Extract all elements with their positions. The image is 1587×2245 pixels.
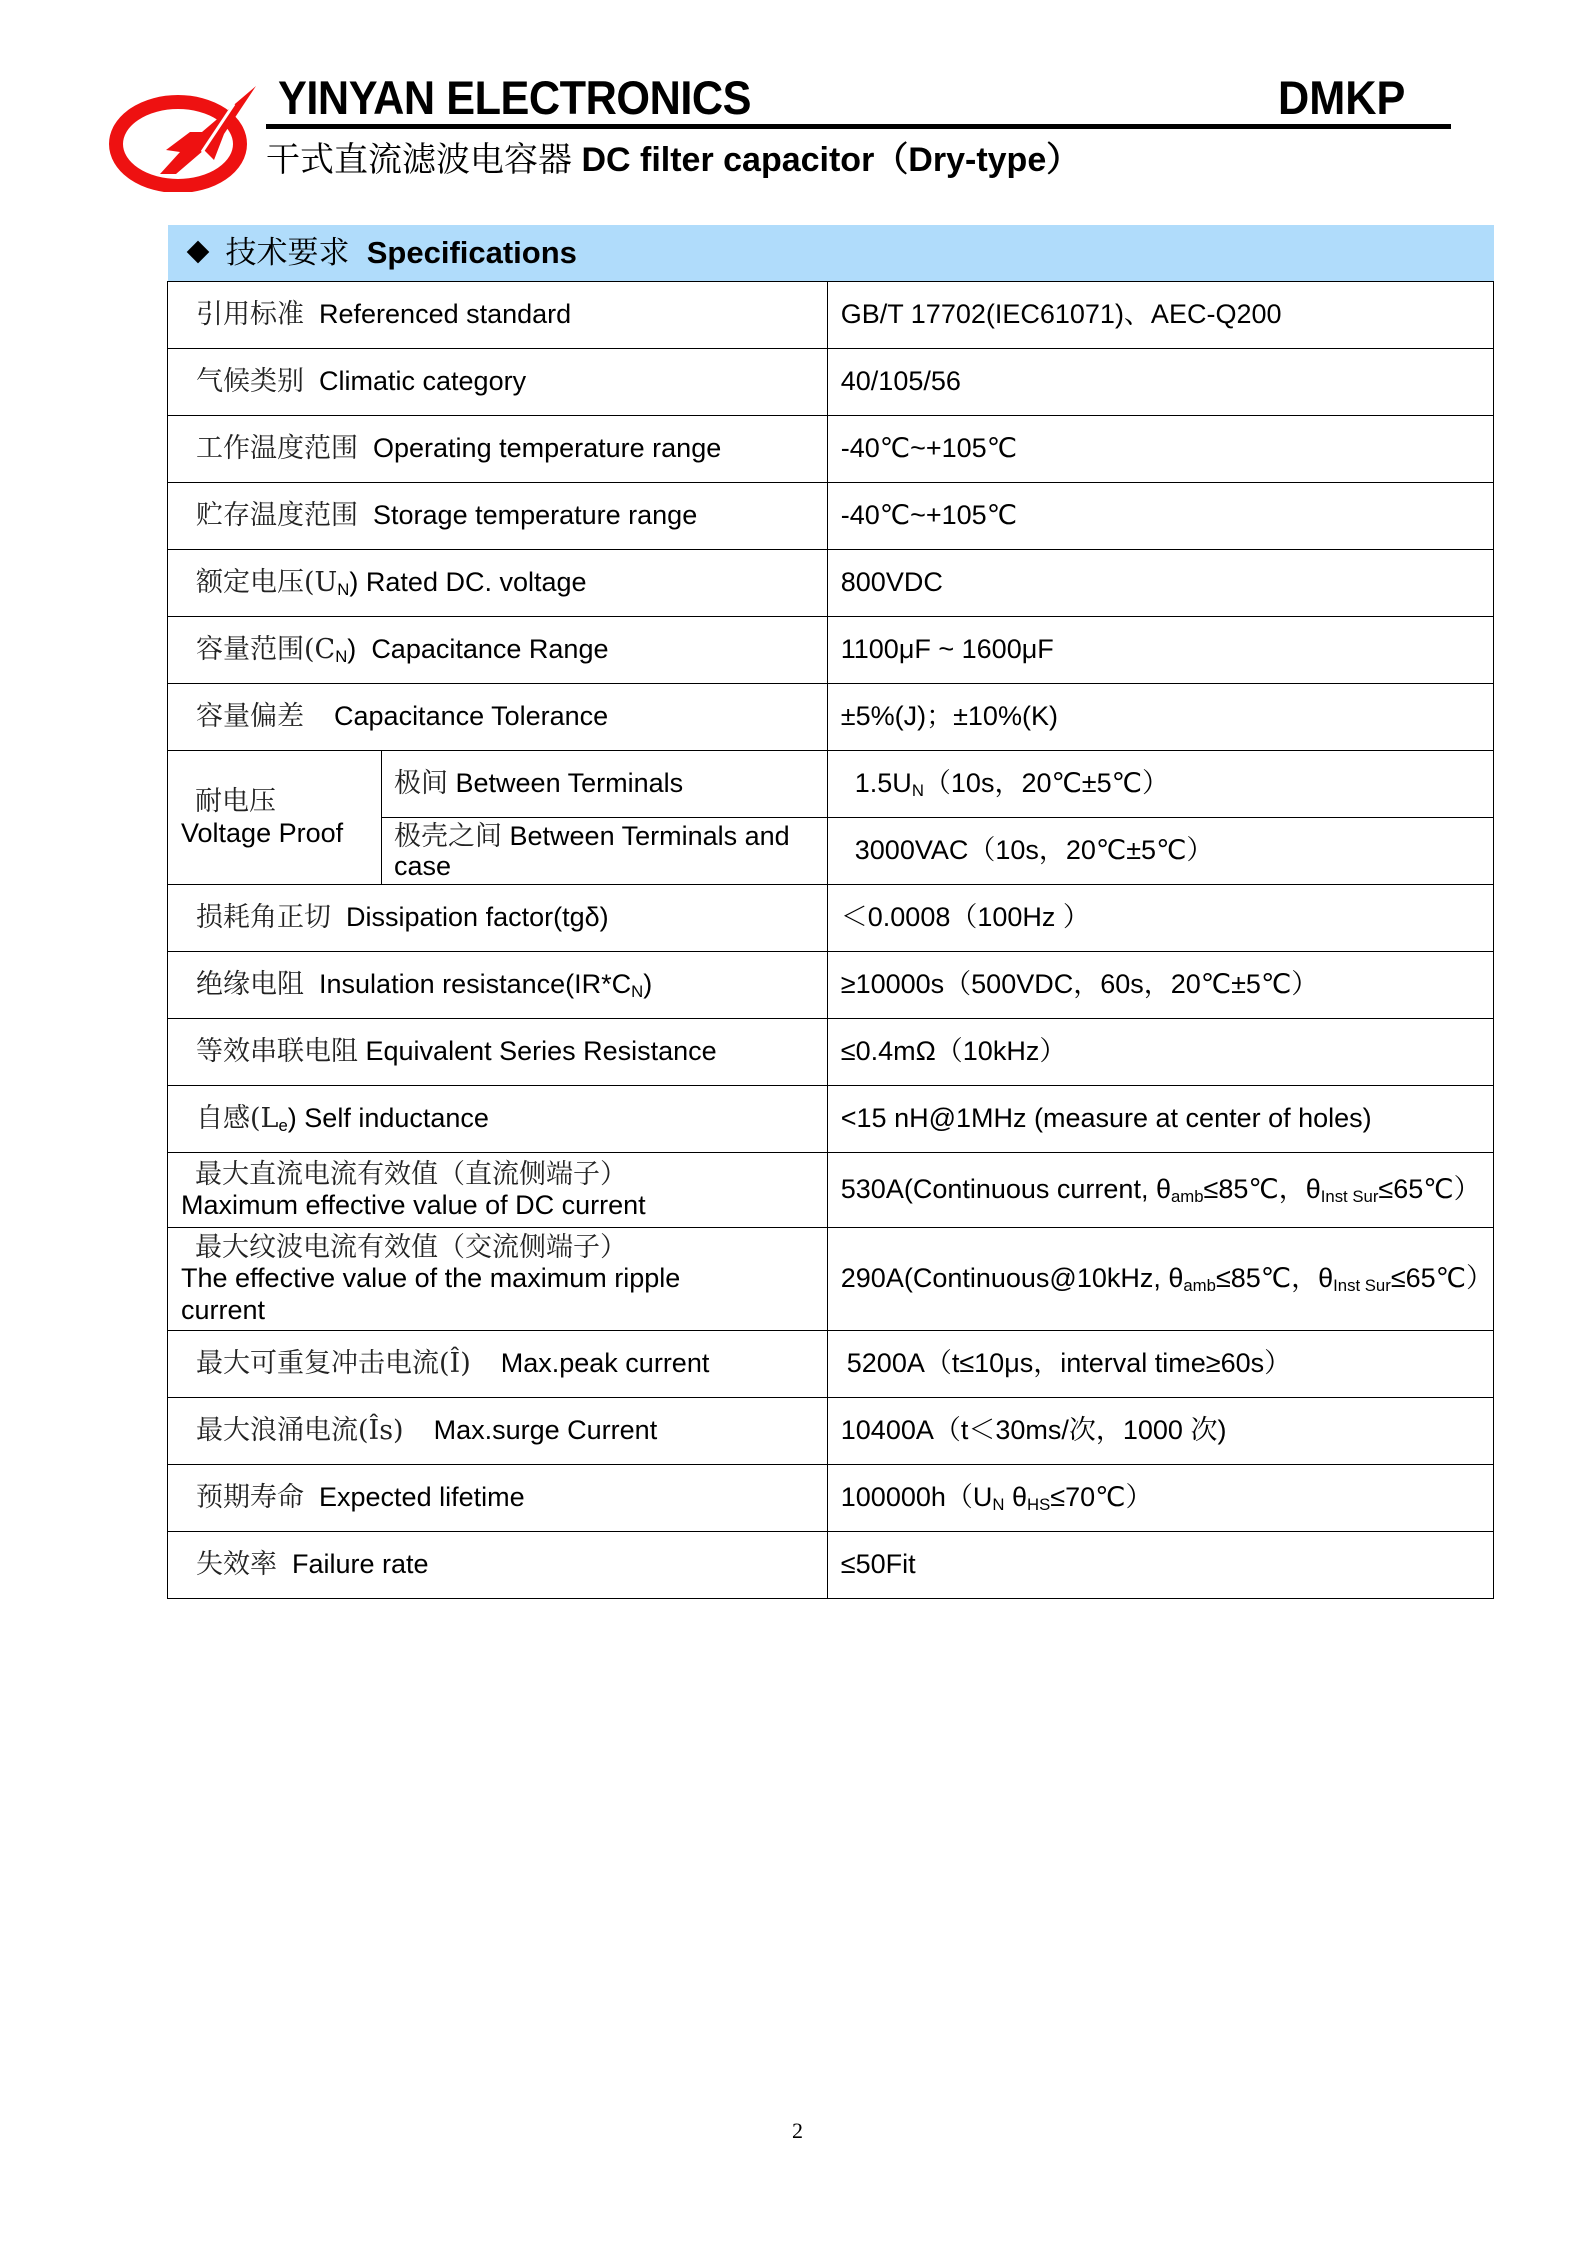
spec-value: 800VDC	[827, 550, 1493, 617]
label-en: Storage temperature range	[373, 500, 698, 531]
spec-value: 1100μF ~ 1600μF	[827, 617, 1493, 684]
spec-value: ±5%(J)；±10%(K)	[827, 684, 1493, 751]
label-cn: 耐电压	[195, 786, 276, 818]
label-en: Dissipation factor(tgδ)	[346, 902, 609, 933]
spec-value	[827, 1465, 1493, 1532]
value-subscript: Inst Sur	[1333, 1276, 1391, 1296]
label-en: Self inductance	[304, 1103, 489, 1134]
table-row	[168, 1331, 1494, 1398]
section-header	[168, 225, 1494, 282]
value-part: ≤85℃，θ	[1215, 1263, 1334, 1294]
label-cn: 失效率	[196, 1549, 277, 1581]
table-row	[168, 1019, 1494, 1086]
label-subscript: e	[278, 1116, 288, 1136]
table-row	[168, 1465, 1494, 1532]
spec-value: ≤50Fit	[827, 1532, 1493, 1599]
label-en: Rated DC. voltage	[365, 567, 587, 598]
document-subtitle	[266, 140, 1080, 181]
table-row	[168, 617, 1494, 684]
table-row	[168, 349, 1494, 416]
subtitle-cn: 干式直流滤波电容器	[266, 140, 572, 180]
yinyan-logo-icon	[106, 82, 266, 192]
spec-value: -40℃~+105℃	[827, 416, 1493, 483]
table-row	[168, 885, 1494, 952]
table-row	[168, 684, 1494, 751]
label-cn: 预期寿命	[196, 1482, 304, 1514]
label-cn: 自感(L	[196, 1103, 279, 1135]
value-subscript: amb	[1170, 1187, 1204, 1207]
value-part: ≤65℃）	[1390, 1263, 1493, 1294]
subtitle-en: DC filter capacitor（Dry-type）	[581, 141, 1081, 179]
label-cn: 等效串联电阻	[196, 1036, 358, 1068]
label-tail: )	[349, 567, 359, 598]
value-part: （10s，20℃±5℃）	[923, 768, 1169, 799]
value-subscript: amb	[1183, 1276, 1216, 1296]
label-en: Referenced standard	[319, 299, 572, 330]
value-part: ≤65℃）	[1378, 1174, 1481, 1205]
label-en: Maximum effective value of DC current	[181, 1190, 646, 1220]
label-cn: 容量范围(C	[196, 634, 336, 666]
value-part: ≤70℃）	[1050, 1482, 1153, 1513]
label-cn: 贮存温度范围	[196, 500, 358, 532]
value-subscript: HS	[1027, 1495, 1051, 1515]
label-en: Climatic category	[319, 366, 527, 397]
label-cn: 工作温度范围	[196, 433, 358, 465]
spec-value: 10400A（t＜30ms/次，1000 次)	[827, 1398, 1493, 1465]
table-row-voltage-proof	[168, 751, 1494, 818]
diamond-bullet-icon	[186, 241, 209, 264]
spec-value	[827, 751, 1493, 818]
label-cn: 气候类别	[196, 366, 304, 398]
table-row	[168, 550, 1494, 617]
value-part: 100000h（U	[840, 1482, 993, 1513]
label-en: Voltage Proof	[181, 817, 344, 848]
label-tail: )	[643, 969, 653, 1000]
title-underline	[266, 124, 1451, 129]
label-cn: 容量偏差	[196, 701, 304, 733]
value-subscript: N	[911, 781, 924, 801]
label-cn: 绝缘电阻	[196, 969, 304, 1001]
label-en: Failure rate	[292, 1549, 429, 1580]
value-subscript: Inst Sur	[1320, 1187, 1379, 1207]
spec-value: 5200A（t≤10μs，interval time≥60s）	[827, 1331, 1493, 1398]
value-part: 1.5U	[854, 768, 912, 799]
label-cn: 极间	[394, 768, 448, 800]
value-part: 290A(Continuous@10kHz, θ	[840, 1263, 1184, 1294]
value-part: 530A(Continuous current, θ	[840, 1174, 1171, 1205]
spec-value: 3000VAC（10s，20℃±5℃）	[827, 818, 1493, 885]
label-cn: 最大可重复冲击电流(Î)	[196, 1348, 471, 1380]
spec-value: 40/105/56	[827, 349, 1493, 416]
spec-value: GB/T 17702(IEC61071)、AEC-Q200	[827, 282, 1493, 349]
label-en: Expected lifetime	[319, 1482, 525, 1513]
label-en: Max.surge Current	[433, 1415, 658, 1446]
value-subscript: N	[992, 1495, 1005, 1515]
label-cn: 损耗角正切	[196, 902, 331, 934]
table-row	[168, 483, 1494, 550]
table-row	[168, 1532, 1494, 1599]
label-en: Operating temperature range	[373, 433, 722, 464]
spec-value	[827, 1228, 1493, 1331]
table-row	[168, 1228, 1494, 1331]
label-en: Insulation resistance(IR*C	[319, 969, 632, 1000]
label-subscript: N	[631, 982, 644, 1002]
value-part: θ	[1004, 1482, 1028, 1513]
label-cn: 最大纹波电流有效值（交流侧端子）	[195, 1232, 627, 1264]
company-name: YINYAN ELECTRONICS	[278, 71, 752, 124]
label-cn: 最大直流电流有效值（直流侧端子）	[195, 1158, 627, 1190]
table-row	[168, 1153, 1494, 1228]
table-row	[168, 1398, 1494, 1465]
label-tail: )	[287, 1103, 297, 1134]
label-cn: 引用标准	[196, 299, 304, 331]
label-subscript: N	[337, 580, 350, 600]
label-en: Equivalent Series Resistance	[365, 1036, 717, 1067]
label-en: Capacitance Tolerance	[334, 701, 609, 732]
section-title-cn: 技术要求	[225, 234, 350, 271]
table-row	[168, 416, 1494, 483]
table-row	[168, 952, 1494, 1019]
label-cn: 最大浪涌电流(Îs)	[196, 1415, 404, 1447]
spec-value: <15 nH@1MHz (measure at center of holes)	[827, 1086, 1493, 1153]
label-en: Between Terminals and case	[394, 821, 790, 881]
spec-value: -40℃~+105℃	[827, 483, 1493, 550]
page-number: 2	[792, 2118, 803, 2143]
value-part: ≤85℃，θ	[1203, 1174, 1321, 1205]
voltage-proof-label	[168, 751, 382, 885]
section-title-en: Specifications	[366, 234, 577, 270]
spec-value: ≥10000s（500VDC，60s，20℃±5℃）	[827, 952, 1493, 1019]
label-tail: )	[347, 634, 357, 665]
label-en: Max.peak current	[500, 1348, 710, 1379]
label-subscript: N	[335, 647, 348, 667]
table-row	[168, 1086, 1494, 1153]
spec-value: ≤0.4mΩ（10kHz）	[827, 1019, 1493, 1086]
spec-value	[827, 1153, 1493, 1228]
specifications-table	[167, 225, 1494, 1599]
label-cn: 额定电压(U	[196, 567, 338, 599]
table-row	[168, 282, 1494, 349]
spec-value: ＜0.0008（100Hz ）	[827, 885, 1493, 952]
label-en: Between Terminals	[455, 768, 684, 799]
model-code: DMKP	[1278, 71, 1406, 124]
label-en: Capacitance Range	[371, 634, 609, 665]
label-en: The effective value of the maximum ripple current	[181, 1263, 681, 1325]
label-cn: 极壳之间	[394, 821, 502, 853]
